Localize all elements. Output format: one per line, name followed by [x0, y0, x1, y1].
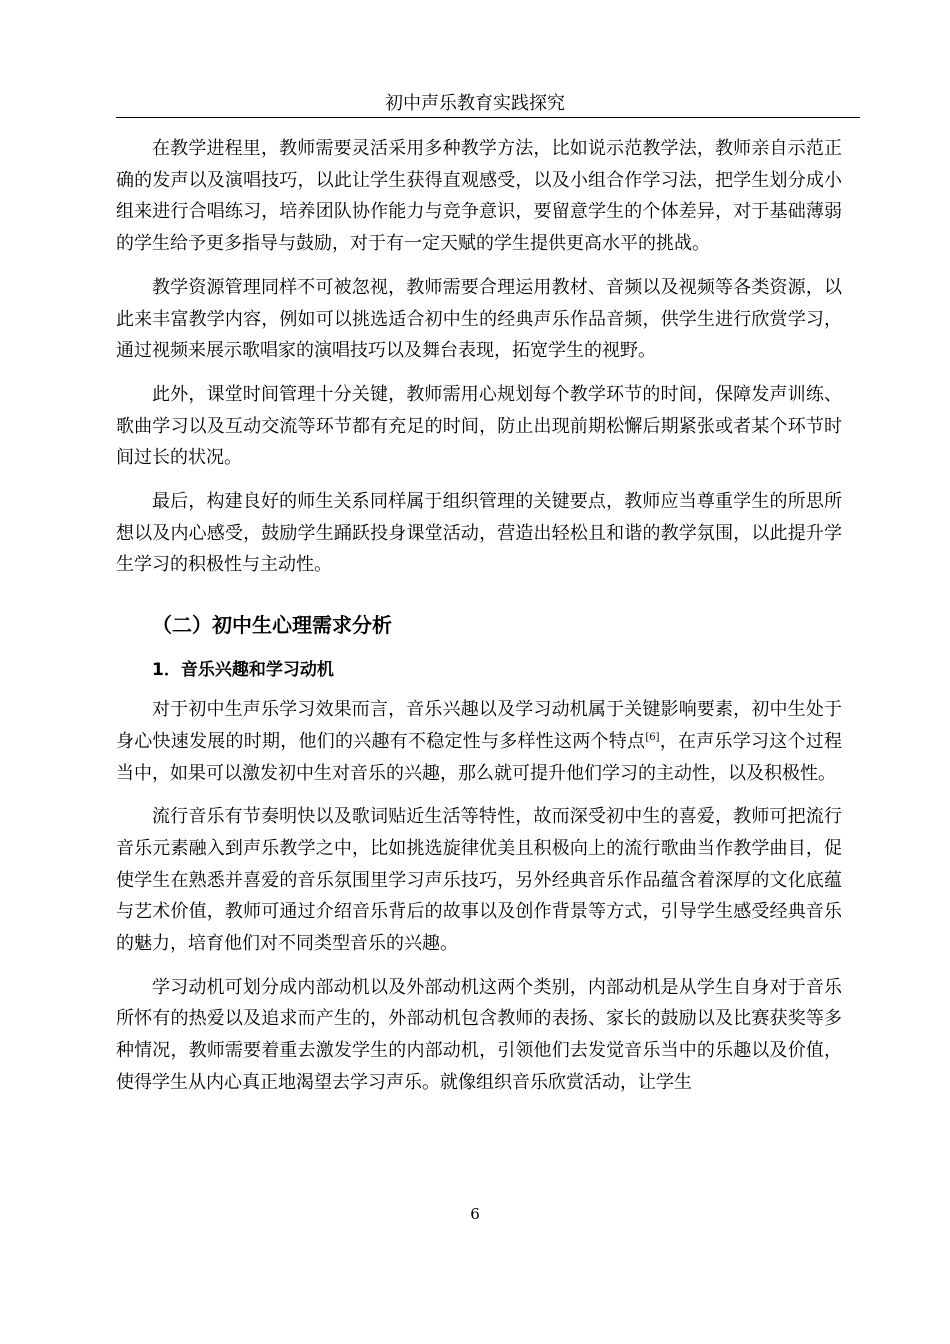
- body-text: [116, 133, 842, 1099]
- paragraph-teaching-methods: 在教学进程里，教师需要灵活采用多种教学方法，比如说示范教学法，教师亲自示范正确的发声以及演唱技巧，以此让学生获得直观感受，以及小组合作学习法，把学生划分成小组来进行合唱练习，培养团队协作能力与竞争意识，要留意学生的个体差异，对于基础薄弱的学生给予更多指导与鼓励，对于有一定天赋的学生提供更高水平的挑战。: [116, 138, 842, 255]
- paragraph-teacher-student-relation: 最后，构建良好的师生关系同样属于组织管理的关键要点，教师应当尊重学生的所思所想以及内心感受，鼓励学生踊跃投身课堂活动，营造出轻松且和谐的教学氛围，以此提升学生学习的积极性与主动性。: [116, 491, 842, 576]
- paragraph-class-time: 此外，课堂时间管理十分关键，教师需用心规划每个教学环节的时间，保障发声训练、歌曲学习以及互动交流等环节都有充足的时间，防止出现前期松懈后期紧张或者某个环节时间过长的状况。: [116, 383, 842, 469]
- section-heading: （二）初中生心理需求分析: [152, 613, 392, 638]
- paragraph-music-interest: [116, 694, 842, 789]
- header-title: 初中声乐教育实践探究: [385, 93, 565, 114]
- paragraph-text: ，在声乐学习这个过程当中，如果可以激发初中生对音乐的兴趣，那么就可提升他们学习的主动性，以及积极性。: [116, 730, 843, 784]
- page-number: 6: [470, 1205, 480, 1223]
- citation-reference: [6]: [645, 731, 660, 743]
- subsection-heading: 1．音乐兴趣和学习动机: [152, 660, 334, 681]
- header-rule: [116, 117, 860, 118]
- paragraph-teaching-resources: 教学资源管理同样不可被忽视，教师需要合理运用教材、音频以及视频等各类资源，以此来丰富教学内容，例如可以挑选适合初中生的经典声乐作品音频，供学生进行欣赏学习，通过视频来展示歌唱家的演唱技巧以及舞台表现，拓宽学生的视野。: [116, 276, 842, 362]
- paragraph-text: 对于初中生声乐学习效果而言，音乐兴趣以及学习动机属于关键影响要素，初中生处于身心快速发展的时期，他们的兴趣有不稳定性与多样性这两个特点: [116, 699, 842, 752]
- paragraph-learning-motivation: 学习动机可划分成内部动机以及外部动机这两个类别，内部动机是从学生自身对于音乐所怀有的热爱以及追求而产生的，外部动机包含教师的表扬、家长的鼓励以及比赛获奖等多种情况，教师需要着重去激发学生的内部动机，引领他们去发觉音乐当中的乐趣以及价值，使得学生从内心真正地渴望去学习声乐。就像组织音乐欣赏活动，让学生: [116, 976, 842, 1093]
- paragraph-pop-music: 流行音乐有节奏明快以及歌词贴近生活等特性，故而深受初中生的喜爱，教师可把流行音乐元素融入到声乐教学之中，比如挑选旋律优美且积极向上的流行歌曲当作教学曲目，促使学生在熟悉并喜爱的音乐氛围里学习声乐技巧，另外经典音乐作品蕴含着深厚的文化底蕴与艺术价值，教师可通过介绍音乐背后的故事以及创作背景等方式，引导学生感受经典音乐的魅力，培育他们对不同类型音乐的兴趣。: [116, 806, 842, 955]
